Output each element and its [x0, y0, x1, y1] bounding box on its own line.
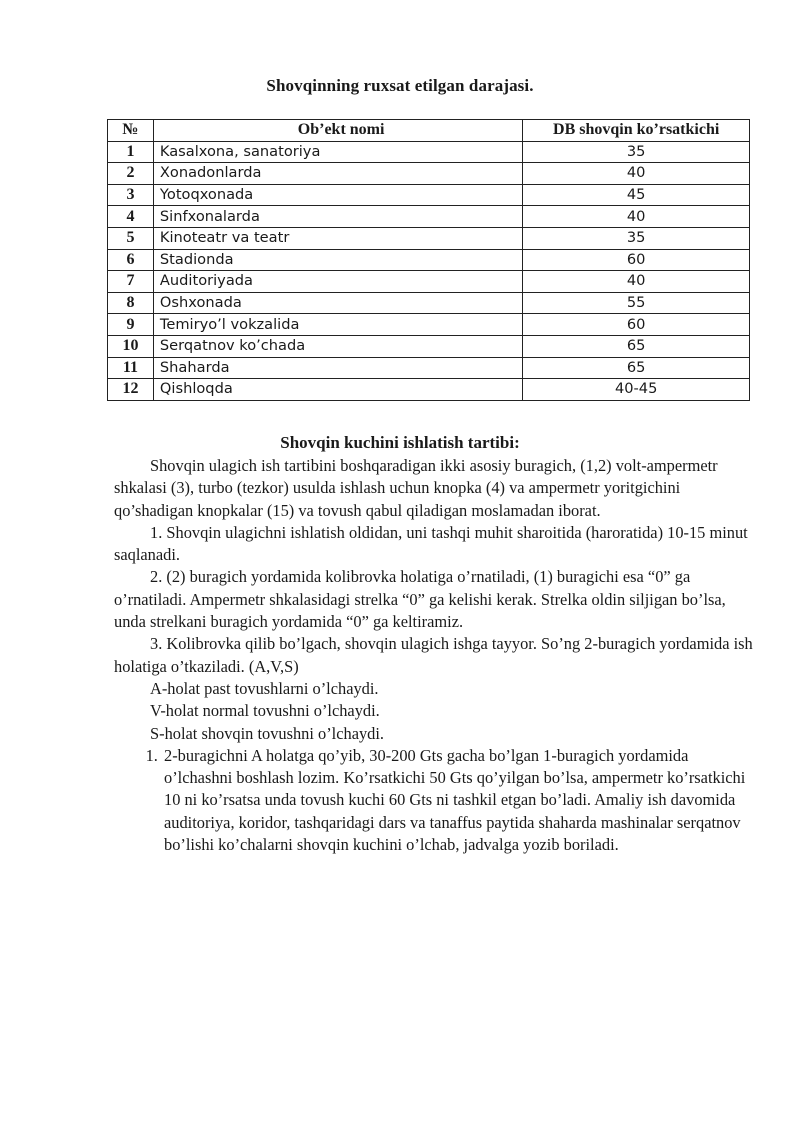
table-header-row	[108, 120, 750, 142]
header-db-value: DB shovqin ko’rsatkichi	[523, 120, 750, 142]
row-object-name: Qishloqda	[153, 379, 522, 401]
row-number: 12	[108, 379, 154, 401]
row-object-name: Temiryo’l vokzalida	[153, 314, 522, 336]
row-number: 11	[108, 357, 154, 379]
step-paragraph: 3. Kolibrovka qilib bo’lgach, shovqin ulagich ishga tayyor. So’ng 2-buragich yordamida ish holatiga o’tkaziladi. (A,V,S)	[114, 634, 753, 676]
table-row	[108, 141, 750, 163]
table-row	[108, 163, 750, 185]
row-object-name: Oshxonada	[153, 292, 522, 314]
numbered-list	[114, 745, 754, 856]
state-line: A-holat past tovushlarni o’lchaydi.	[150, 678, 379, 698]
row-db-value: 60	[523, 249, 750, 271]
table-row	[108, 227, 750, 249]
table-row	[108, 314, 750, 336]
row-object-name: Auditoriyada	[153, 271, 522, 293]
table-row	[108, 206, 750, 228]
row-object-name: Serqatnov ko’chada	[153, 335, 522, 357]
row-db-value: 55	[523, 292, 750, 314]
header-object-name: Ob’ekt nomi	[153, 120, 522, 142]
intro-paragraph: Shovqin ulagich ish tartibini boshqaradigan ikki asosiy buragich, (1,2) volt-ampermetr shkalasi (3), turbo (tezkor) usulda ishlash uchun knopka (4) va ampermetr yoritgichini qo’shadigan knopkalar (15) va tovush qabul qiladigan moslamadan iborat.	[114, 456, 718, 520]
row-db-value: 40-45	[523, 379, 750, 401]
table-row	[108, 379, 750, 401]
row-number: 1	[108, 141, 154, 163]
table-row	[108, 271, 750, 293]
state-line: V-holat normal tovushni o’lchaydi.	[150, 701, 380, 721]
row-db-value: 65	[523, 335, 750, 357]
table-row	[108, 292, 750, 314]
row-number: 6	[108, 249, 154, 271]
row-db-value: 40	[523, 271, 750, 293]
list-item: 1. 2-buragichni A holatga qo’yib, 30-200 Gts gacha bo’lgan 1-buragich yordamida o’lchashni boshlash lozim. Ko’rsatkichi 50 Gts qo’yilgan bo’lsa, ampermetr ko’rsatkichi 10 ni ko’rsatsa unda tovush kuchi 60 Gts ni tashkil etgan bo’ladi. Amaliy ish davomida auditoriya, koridor, tashqaridagi dars va tanaffus paytida shaharda mashinalar serqatnov bo’lishi ko’chalarni shovqin kuchini o’lchab, jadvalga yozib boriladi.	[162, 745, 754, 856]
step-paragraph: 2. (2) buragich yordamida kolibrovka holatiga o’rnatiladi, (1) buragichi esa “0” ga o’rnatiladi. Ampermetr shkalasidagi strelka “0” ga kelishi kerak. Strelka oldin siljigan bo’lsa, unda strelkani buragich yordamida “0” ga keltiramiz.	[114, 567, 726, 632]
row-object-name: Kasalxona, sanatoriya	[153, 141, 522, 163]
row-db-value: 40	[523, 206, 750, 228]
instructions-body	[114, 455, 754, 856]
row-db-value: 65	[523, 357, 750, 379]
table-row	[108, 249, 750, 271]
row-object-name: Sinfxonalarda	[153, 206, 522, 228]
section-title: Shovqin kuchini ishlatish tartibi:	[280, 433, 520, 452]
row-number: 8	[108, 292, 154, 314]
row-number: 4	[108, 206, 154, 228]
row-number: 5	[108, 227, 154, 249]
state-line: S-holat shovqin tovushni o’lchaydi.	[150, 723, 385, 743]
row-number: 2	[108, 163, 154, 185]
noise-level-table	[107, 119, 750, 401]
row-db-value: 35	[523, 227, 750, 249]
table-row	[108, 184, 750, 206]
row-number: 3	[108, 184, 154, 206]
row-db-value: 45	[523, 184, 750, 206]
header-number: №	[108, 120, 154, 142]
row-number: 7	[108, 271, 154, 293]
row-object-name: Shaharda	[153, 357, 522, 379]
step-paragraph: 1. Shovqin ulagichni ishlatish oldidan, uni tashqi muhit sharoitida (haroratida) 10-15 minut saqlanadi.	[114, 522, 748, 565]
row-object-name: Kinoteatr va teatr	[153, 227, 522, 249]
table-row	[108, 335, 750, 357]
row-db-value: 40	[523, 163, 750, 185]
row-object-name: Stadionda	[153, 249, 522, 271]
row-db-value: 35	[523, 141, 750, 163]
row-number: 9	[108, 314, 154, 336]
row-number: 10	[108, 335, 154, 357]
document-title: Shovqinning ruxsat etilgan darajasi.	[266, 76, 534, 95]
row-db-value: 60	[523, 314, 750, 336]
table-row	[108, 357, 750, 379]
row-object-name: Xonadonlarda	[153, 163, 522, 185]
row-object-name: Yotoqxonada	[153, 184, 522, 206]
